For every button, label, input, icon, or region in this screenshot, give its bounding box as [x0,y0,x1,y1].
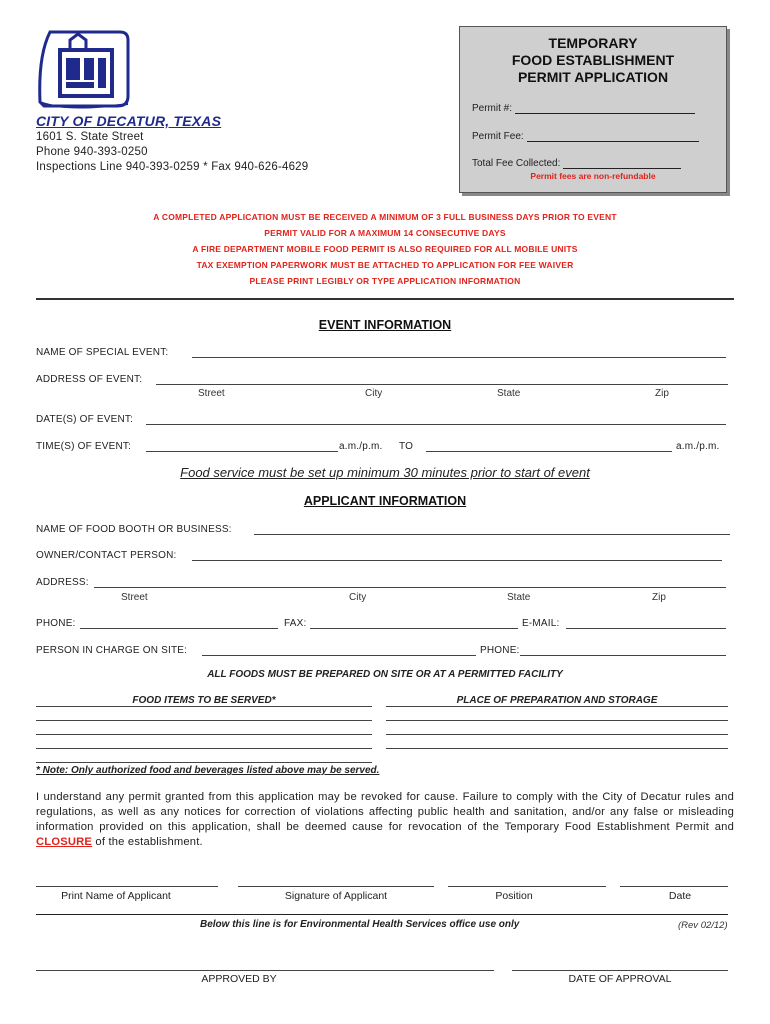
permit-box [459,26,727,193]
inspections-line: Inspections Line 940-393-0259 * Fax 940-626-4629 [36,161,309,173]
permit-fee-label: Permit Fee: [472,131,524,142]
food-items-header: FOOD ITEMS TO BE SERVED* [132,695,276,706]
agreement-paragraph [36,790,734,850]
phone-field[interactable] [80,628,278,629]
permit-title-line3: PERMIT APPLICATION [517,69,669,85]
email-field[interactable] [566,628,726,629]
food-items-line[interactable] [36,706,372,707]
office-use-divider [36,914,728,915]
event-section-title: EVENT INFORMATION [318,318,452,332]
food-items-line[interactable] [36,720,372,721]
fax-field[interactable] [310,628,518,629]
business-name-field[interactable] [254,534,730,535]
person-in-charge-label: PERSON IN CHARGE ON SITE: [36,645,188,656]
notice-line: A COMPLETED APPLICATION MUST BE RECEIVED A MINIMUM OF 3 FULL BUSINESS DAYS PRIOR TO EVENT [153,212,617,222]
event-start-time-field[interactable] [146,451,338,452]
owner-contact-field[interactable] [192,560,722,561]
permit-title-line1: TEMPORARY [548,35,638,51]
notice-line: PERMIT VALID FOR A MAXIMUM 14 CONSECUTIVE DAYS [264,228,506,238]
total-fee-line[interactable] [563,159,681,169]
applicant-city-caption: City [349,592,367,603]
person-in-charge-field[interactable] [202,655,476,656]
setup-note: Food service must be set up minimum 30 minutes prior to start of event [180,465,590,480]
permit-fee-field[interactable] [472,131,699,142]
city-name: CITY OF DECATUR, TEXAS [36,113,222,129]
total-fee-label: Total Fee Collected: [472,158,561,169]
person-phone-label: PHONE: [480,645,520,656]
event-street-caption: Street [198,388,225,399]
event-address-field[interactable] [156,384,728,385]
place-line[interactable] [386,748,728,749]
phone-label: PHONE: [36,618,76,629]
am-pm-end: a.m./p.m. [676,441,720,452]
email-label: E-MAIL: [522,618,560,629]
event-city-caption: City [365,388,383,399]
permit-number-label: Permit #: [472,103,513,114]
all-foods-note: ALL FOODS MUST BE PREPARED ON SITE OR AT A PERMITTED FACILITY [207,669,563,680]
applicant-address-label: ADDRESS: [36,577,89,588]
applicant-address-field[interactable] [94,587,726,588]
event-address-label: ADDRESS OF EVENT: [36,374,143,385]
approved-by-line[interactable] [36,970,494,971]
section-divider [36,298,734,300]
signature-caption: Signature of Applicant [284,890,388,902]
person-phone-field[interactable] [520,655,726,656]
event-dates-field[interactable] [146,424,726,425]
event-name-field[interactable] [192,357,726,358]
print-name-caption: Print Name of Applicant [61,890,171,902]
street-address: 1601 S. State Street [36,131,144,143]
permit-number-line[interactable] [515,104,695,114]
event-end-time-field[interactable] [426,451,672,452]
date-line[interactable] [620,886,728,887]
revision-label: (Rev 02/12) [678,920,728,931]
agreement-text-end: of the establishment. [92,836,203,848]
am-pm-start: a.m./p.m. [339,441,383,452]
notice-line: A FIRE DEPARTMENT MOBILE FOOD PERMIT IS ALSO REQUIRED FOR ALL MOBILE UNITS [192,244,578,254]
place-header: PLACE OF PREPARATION AND STORAGE [456,695,658,706]
print-name-line[interactable] [36,886,218,887]
agreement-text: I understand any permit granted from this application may be revoked for cause. Failure to comply with the City of Decatur rules and regulations, as well as any notices for correction of violations affecting public health and sanitation, and/or any false or misleading information provided on this application, shall be deemed cause for revocation of the Temporary Food Establishment Permit and [36,791,734,833]
date-of-approval-caption: DATE OF APPROVAL [568,973,672,985]
permit-number-field[interactable] [472,103,695,114]
authorized-food-note: * Note: Only authorized food and beverages listed above may be served. [36,765,380,776]
applicant-section-title: APPLICANT INFORMATION [303,494,467,508]
applicant-state-caption: State [507,592,531,603]
notice-line: TAX EXEMPTION PAPERWORK MUST BE ATTACHED TO APPLICATION FOR FEE WAIVER [196,260,574,270]
office-use-note: Below this line is for Environmental Health Services office use only [200,919,520,930]
event-dates-label: DATE(S) OF EVENT: [36,414,134,425]
applicant-street-caption: Street [121,592,148,603]
food-items-line[interactable] [36,748,372,749]
position-line[interactable] [448,886,606,887]
food-items-line[interactable] [36,762,372,763]
permit-fee-line[interactable] [527,132,699,142]
city-logo [36,26,132,112]
to-label: TO [399,441,414,452]
event-zip-caption: Zip [655,388,669,399]
notice-line: PLEASE PRINT LEGIBLY OR TYPE APPLICATION INFORMATION [249,276,521,286]
closure-word: CLOSURE [36,836,93,848]
permit-title [460,35,726,86]
event-state-caption: State [497,388,521,399]
event-name-label: NAME OF SPECIAL EVENT: [36,347,169,358]
owner-contact-label: OWNER/CONTACT PERSON: [36,550,177,561]
total-fee-field[interactable] [472,158,681,169]
applicant-zip-caption: Zip [652,592,666,603]
non-refundable-note: Permit fees are non-refundable [530,171,656,181]
business-name-label: NAME OF FOOD BOOTH OR BUSINESS: [36,524,232,535]
place-line[interactable] [386,734,728,735]
date-caption: Date [668,890,692,902]
date-of-approval-line[interactable] [512,970,728,971]
signature-line[interactable] [238,886,434,887]
place-line[interactable] [386,706,728,707]
approved-by-caption: APPROVED BY [201,973,277,985]
permit-title-line2: FOOD ESTABLISHMENT [511,52,675,68]
food-items-line[interactable] [36,734,372,735]
event-times-label: TIME(S) OF EVENT: [36,441,132,452]
place-line[interactable] [386,720,728,721]
fax-label: FAX: [284,618,307,629]
position-caption: Position [495,890,533,902]
phone-line: Phone 940-393-0250 [36,146,148,158]
